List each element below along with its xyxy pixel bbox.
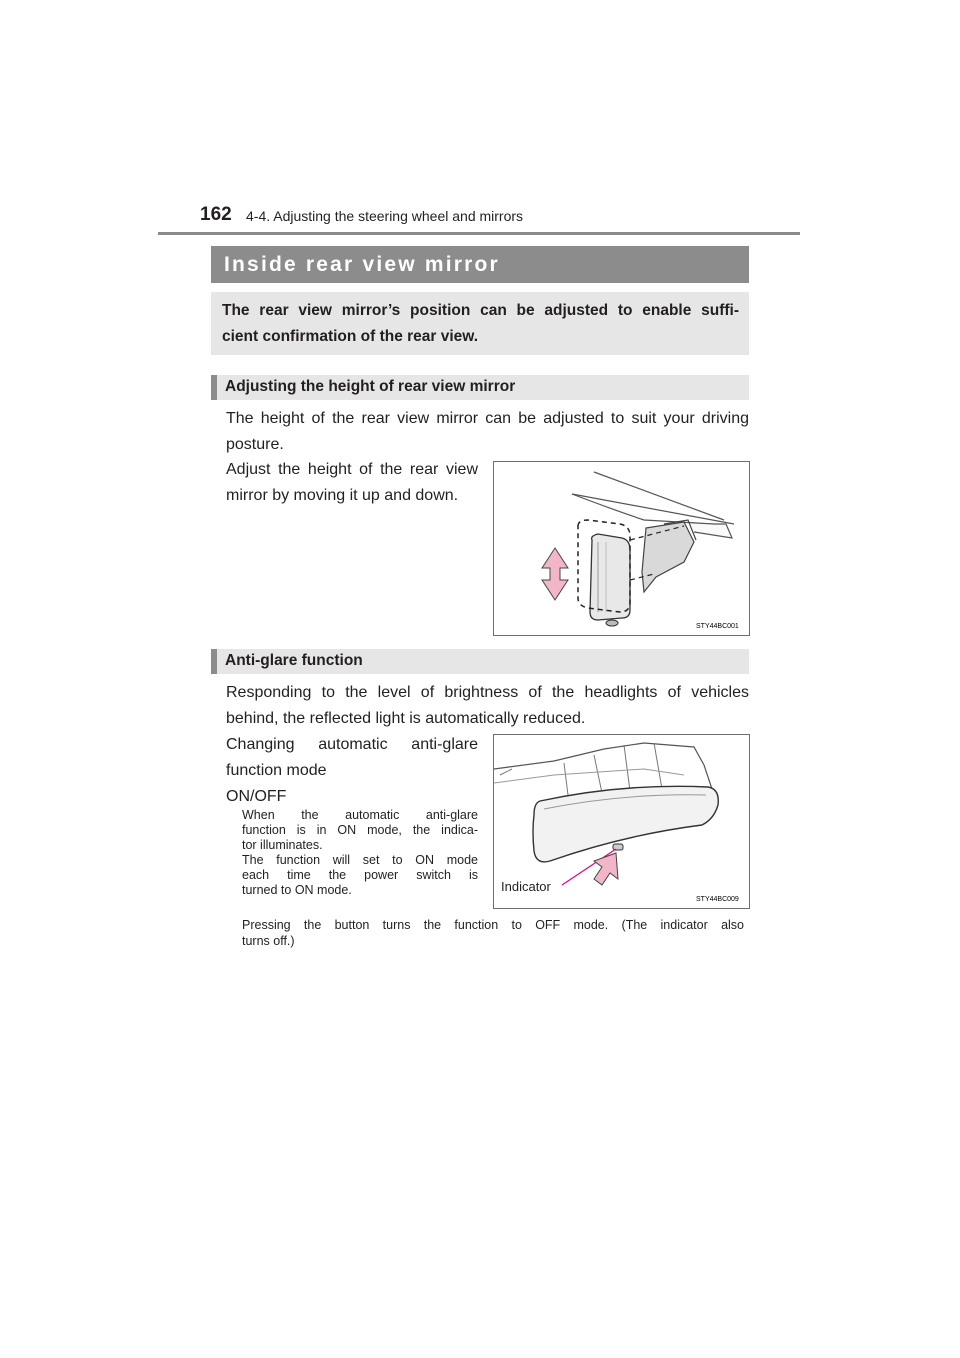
chapter-title: 4-4. Adjusting the steering wheel and mirrors [246,208,524,224]
intro-box [211,292,749,355]
header-divider [158,232,800,235]
indicator-label: Indicator [501,879,551,894]
height-para1-line2: posture. [226,436,284,453]
mirror-height-illustration [494,462,749,635]
mirror-height-figure [493,461,750,636]
anti-glare-heading: Anti-glare function [211,649,749,674]
note-line: turned to ON mode. [242,883,352,897]
figure-code-2: STY44BC009 [696,896,739,903]
anti-glare-illustration [494,735,749,908]
note-line: When the automatic anti-glare [242,808,478,822]
anti-glare-para1-line2: behind, the reflected light is automatically reduced. [226,710,586,727]
mode-line1: Changing automatic anti-glare [226,736,478,753]
note-line: The function will set to ON mode [242,853,478,867]
note-line: each time the power switch is [242,868,478,882]
onoff-label: ON/OFF [226,788,287,805]
height-para2-line1: Adjust the height of the rear view [226,461,478,478]
mode-line2: function mode [226,762,327,779]
section-title: Inside rear view mirror [211,246,749,283]
height-para1-line1: The height of the rear view mirror can be adjusted to suit your driving [226,410,749,427]
height-para2-line2: mirror by moving it up and down. [226,487,459,504]
note-line: tor illuminates. [242,838,323,852]
height-adjust-heading: Adjusting the height of rear view mirror [211,375,749,400]
note-line: function is in ON mode, the indica- [242,823,478,837]
page-number: 162 [200,204,232,225]
figure-code-1: STY44BC001 [696,623,739,630]
intro-line-2: cient confirmation of the rear view. [222,328,479,345]
off-mode-line1: Pressing the button turns the function to OFF mode. (The indicator also [242,918,744,932]
anti-glare-figure [493,734,750,909]
intro-line-1: The rear view mirror’s position can be adjusted to enable suffi- [222,302,739,319]
off-mode-line2: turns off.) [242,934,295,948]
anti-glare-para1-line1: Responding to the level of brightness of the headlights of vehicles [226,684,749,701]
on-mode-note [242,808,478,898]
